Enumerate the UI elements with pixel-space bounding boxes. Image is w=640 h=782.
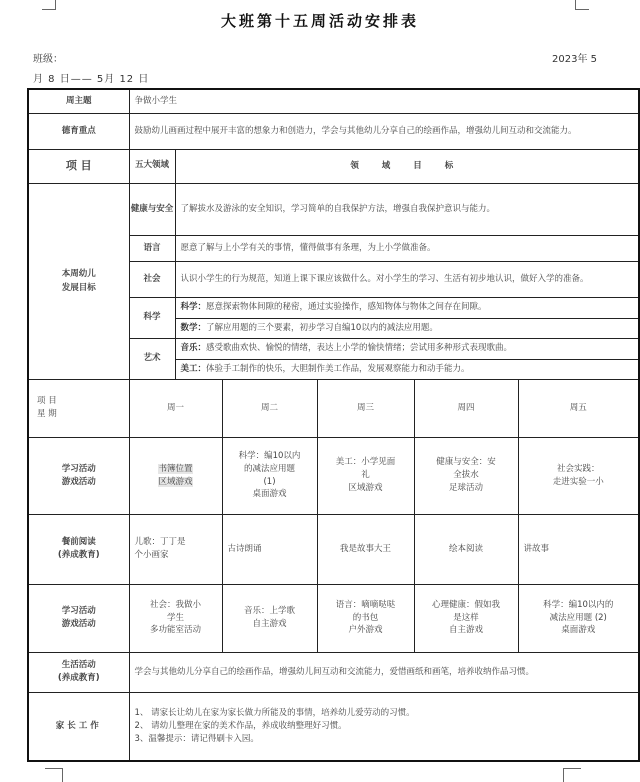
schedule-cell (317, 584, 414, 652)
schedule-cell (129, 437, 222, 514)
goals-header-row (28, 149, 639, 183)
schedule-cell (317, 514, 414, 584)
schedule-cell (317, 437, 414, 514)
domain-goal: 美工：体验手工制作的快乐，大胆制作美工作品，发展观察能力和动手能力。 (175, 359, 639, 379)
schedule-cell (129, 514, 222, 584)
parent-work-item: 3、温馨提示：请记得刷卡入园。 (134, 733, 259, 744)
day-header: 周四 (414, 379, 518, 437)
five-domains-label: 五大领域 (129, 149, 175, 183)
schedule-cell-text: 古诗朗诵 (227, 543, 262, 554)
schedule-cell-text: 书簿位置 区域游戏 (158, 463, 193, 487)
day-header: 周三 (317, 379, 414, 437)
domain-goal: 了解拔水及游泳的安全知识，学习简单的自我保护方法，增强自我保护意识与能力。 (175, 183, 639, 235)
theme-label: 周主题 (28, 89, 129, 113)
domain-name: 艺术 (129, 338, 175, 379)
schedule-header-row (28, 379, 639, 437)
schedule-cell-text: 健康与安全：安 全拔水 足球活动 (436, 457, 496, 493)
schedule-cell-text: 美工：小学见面 礼 区域游戏 (335, 457, 396, 493)
parent-work-label: 家长工作 (28, 692, 129, 761)
schedule-cell-text: 社会实践： 走进实验一小 (552, 463, 604, 487)
schedule-cell (414, 514, 518, 584)
domain-name: 语言 (129, 235, 175, 261)
day-header: 周一 (129, 379, 222, 437)
life-activity-row (28, 652, 639, 692)
schedule-row (28, 584, 639, 652)
schedule-row (28, 514, 639, 584)
theme-row (28, 89, 639, 113)
development-goals-label: 本周幼儿发展目标 (28, 183, 129, 379)
schedule-corner-label: 项 目 星 期 (28, 379, 129, 437)
schedule-cell (222, 437, 317, 514)
domain-goal: 认识小学生的行为规范，知道上课下课应该做什么。对小学生的学习、生活有初步地认识，做好入学的准备。 (175, 261, 639, 297)
domain-goal: 愿意了解与上小学有关的事情，懂得做事有条理，为上小学做准备。 (175, 235, 639, 261)
schedule-row (28, 437, 639, 514)
schedule-cell (222, 514, 317, 584)
schedule-cell-text: 语言：嘀嘀哒哒 的书包 户外游戏 (335, 599, 396, 636)
schedule-cell-text: 绘本阅读 (448, 543, 483, 554)
theme-value: 争做小学生 (129, 89, 639, 113)
weekly-schedule-table (27, 88, 640, 762)
year-label: 2023年 5 (552, 54, 597, 65)
schedule-cell-text: 科学：编10以内 的减法应用题 (1) 桌面游戏 (238, 451, 301, 500)
date-range: 月 8 日—— 5月 12 日 (33, 74, 150, 85)
parent-work-list (129, 692, 639, 761)
day-header: 周五 (518, 379, 639, 437)
schedule-cell (222, 584, 317, 652)
life-activity-label: 生活活动 (养成教育) (28, 652, 129, 692)
parent-work-row (28, 692, 639, 761)
domain-goal: 科学：愿意探索物体间隙的秘密，通过实验操作，感知物体与物体之间存在间隙。 (175, 297, 639, 318)
life-activity-value: 学会与其他幼儿分享自己的绘画作品，增强幼儿间互动和交流能力，爱惜画纸和画笔，培养收纳作品习惯。 (129, 652, 639, 692)
schedule-cell-text: 儿歌：丁丁是 个小画家 (134, 537, 186, 560)
schedule-cell-text: 社会：我做小 学生 多功能室活动 (149, 599, 201, 636)
day-header: 周二 (222, 379, 317, 437)
domain-row-health (28, 183, 639, 235)
schedule-cell (518, 437, 639, 514)
schedule-cell (414, 584, 518, 652)
domain-name: 科学 (129, 297, 175, 338)
focus-row (28, 113, 639, 149)
schedule-cell-text: 讲故事 (523, 543, 550, 554)
schedule-cell-text: 音乐：上学歌 自主游戏 (243, 606, 295, 629)
domain-name: 健康与安全 (129, 183, 175, 235)
schedule-cell (414, 437, 518, 514)
schedule-row-label: 学习活动 游戏活动 (28, 437, 129, 514)
schedule-cell-text: 科学：编10以内的 减法应用题 (2) 桌面游戏 (543, 599, 614, 636)
focus-label: 德育重点 (28, 113, 129, 149)
schedule-row-label: 学习活动 游戏活动 (28, 584, 129, 652)
domain-goals-heading: 领 域 目 标 (175, 149, 639, 183)
focus-value: 鼓励幼儿画画过程中展开丰富的想象力和创造力，学会与其他幼儿分享自己的绘画作品，增强幼儿间互动和交流能力。 (129, 113, 639, 149)
parent-work-item: 2、 请幼儿整理在家的美术作品，养成收纳整理好习惯。 (134, 720, 347, 731)
page-corner-mark-top-left (42, 0, 56, 10)
schedule-cell-text: 我是故事大王 (339, 543, 391, 554)
domain-goal: 音乐：感受歌曲欢快、愉悦的情绪，表达上小学的愉快情绪；尝试用多种形式表现歌曲。 (175, 338, 639, 359)
page-corner-mark-top-right (575, 0, 589, 10)
document-title: 大班第十五周活动安排表 (220, 12, 419, 30)
page-corner-mark-bottom-left (45, 768, 63, 782)
domain-name: 社会 (129, 261, 175, 297)
schedule-row-label: 餐前阅读 (养成教育) (28, 514, 129, 584)
project-label: 项 目 (28, 149, 129, 183)
class-label: 班级： (33, 54, 63, 65)
parent-work-item: 1、 请家长让幼儿在家为家长做力所能及的事情，培养幼儿爱劳动的习惯。 (134, 708, 415, 719)
schedule-cell-text: 心理健康：假如我 是这样 自主游戏 (431, 599, 500, 636)
page-corner-mark-bottom-right (563, 768, 581, 782)
schedule-cell (518, 514, 639, 584)
domain-goal: 数学：了解应用题的三个要素，初步学习自编10以内的减法应用题。 (175, 318, 639, 338)
schedule-cell (129, 584, 222, 652)
schedule-cell (518, 584, 639, 652)
